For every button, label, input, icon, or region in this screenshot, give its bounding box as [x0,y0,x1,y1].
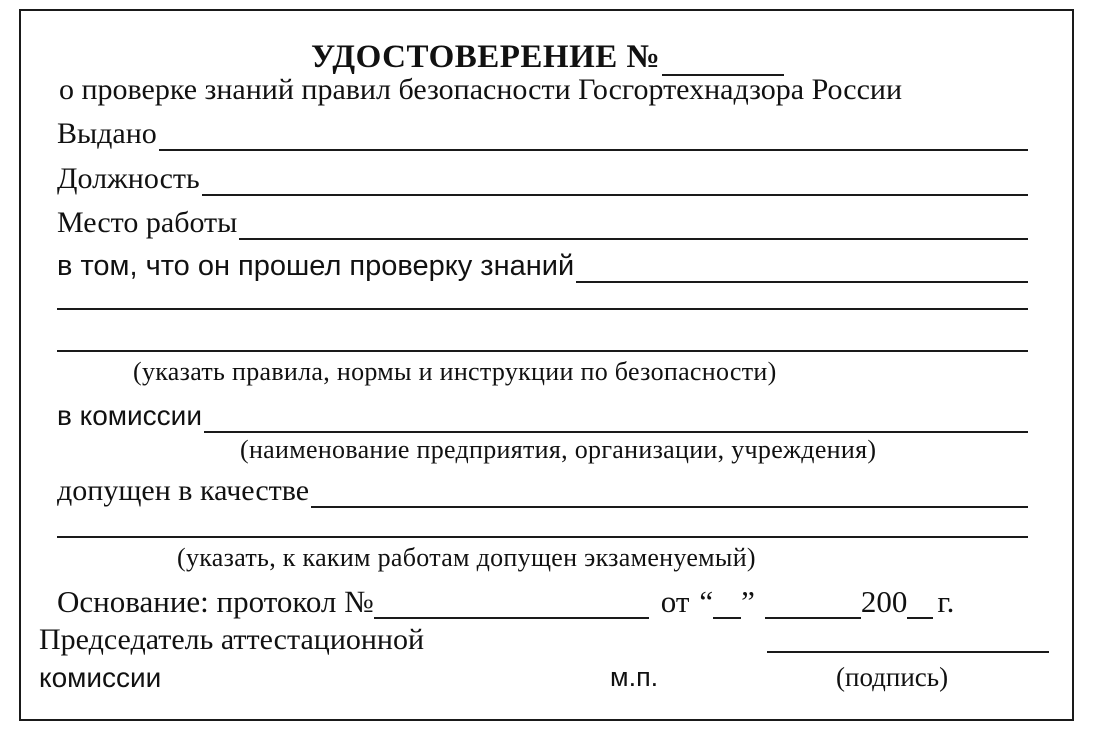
signature-hint: (подпись) [836,662,949,692]
admitted-field-line-2[interactable] [57,536,1028,538]
year-prefix: 200 [860,584,908,619]
basis-row [57,585,1028,619]
position-label: Должность [57,162,200,195]
admitted-field[interactable] [311,480,1028,508]
signature-field[interactable] [767,633,1049,653]
commission-row [57,399,1028,433]
protocol-number-field[interactable] [374,591,649,619]
chairman-label-2: комиссии [39,662,162,693]
passed-field[interactable] [576,255,1028,283]
workplace-field[interactable] [239,212,1028,240]
passed-label: в том, что он прошел проверку знаний [57,250,575,282]
issued-field[interactable] [159,123,1028,151]
form-title [311,39,784,76]
org-hint: (наименование предприятия, организации, учреждения) [240,435,877,464]
from-label: от [660,584,690,619]
workplace-row [57,206,1028,240]
passed-field-line-3[interactable] [57,350,1028,352]
form-subtitle-text: о проверке знаний правил безопасности Госгортехнадзора России [59,73,903,106]
works-hint: (указать, к каким работам допущен экзаменуемый) [177,543,756,572]
form-title-text: УДОСТОВЕРЕНИЕ № [311,39,661,75]
form-subtitle [57,73,1028,107]
position-row [57,162,1028,196]
commission-field[interactable] [204,405,1028,433]
certificate-form [19,9,1074,721]
admitted-label: допущен в качестве [57,474,310,507]
passed-row [57,249,1028,283]
stamp-label: м.п. [610,662,659,692]
open-quote: “ [699,584,714,619]
workplace-label: Место работы [57,206,238,239]
issued-row [57,117,1028,151]
commission-label: в комиссии [57,400,202,431]
close-quote: ” [741,584,755,619]
chairman-label-1: Председатель аттестационной [39,623,425,656]
certificate-number-field[interactable] [662,46,784,76]
position-field[interactable] [202,168,1028,196]
issued-label: Выдано [57,117,157,150]
protocol-day-field[interactable] [713,591,741,619]
protocol-year-field[interactable] [907,591,933,619]
protocol-month-field[interactable] [765,591,861,619]
basis-label: Основание: протокол № [57,584,374,619]
passed-field-line-2[interactable] [57,308,1028,310]
admitted-row [57,474,1028,508]
rules-hint: (указать правила, нормы и инструкции по безопасности) [133,357,777,386]
year-suffix: г. [937,584,955,619]
